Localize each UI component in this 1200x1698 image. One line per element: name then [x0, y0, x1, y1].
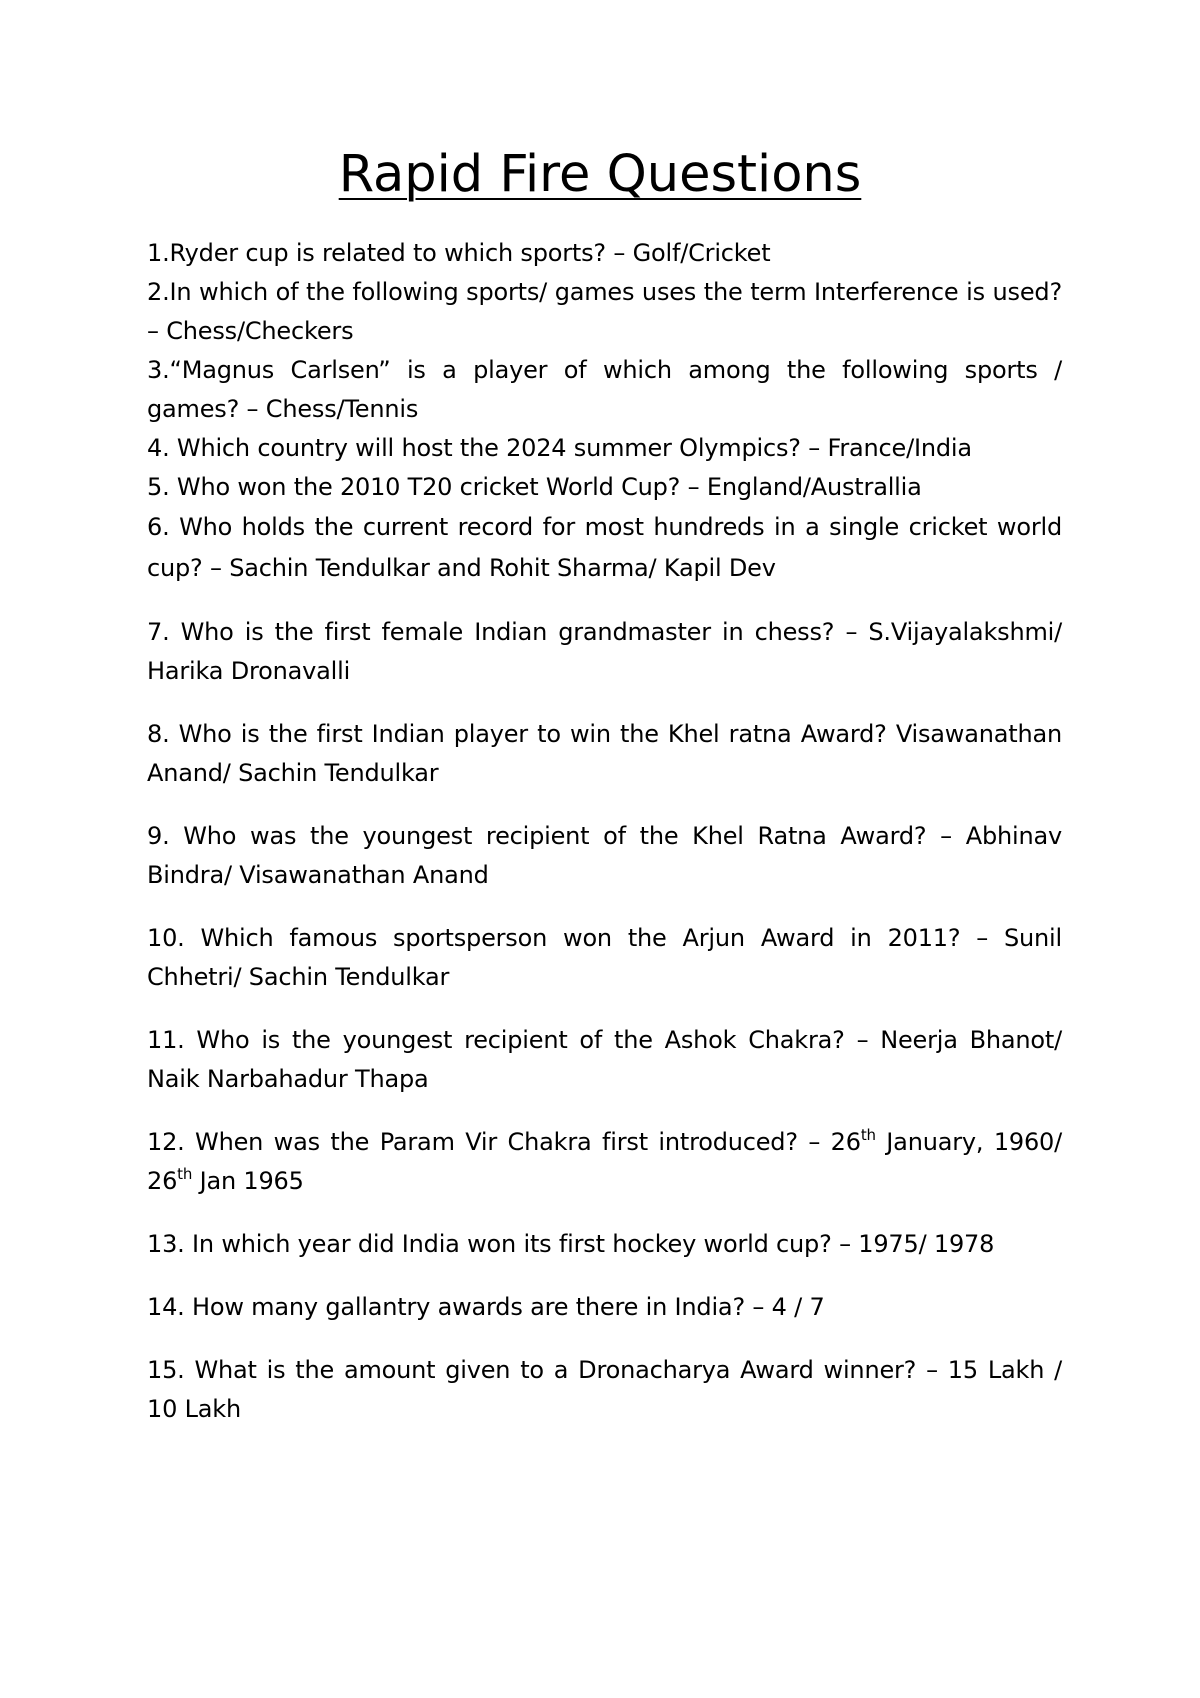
question-6: 6. Who holds the current record for most hundreds in a single cricket world cup? – Sachin Tendulkar and Rohit Sharma/ Kapil Dev	[147, 513, 1062, 582]
question-5: 5. Who won the 2010 T20 cricket World Cup? – England/Australlia	[147, 473, 922, 501]
question-15: 15. What is the amount given to a Dronacharya Award winner? – 15 Lakh / 10 Lakh	[147, 1356, 1062, 1423]
question-list	[147, 234, 1062, 1429]
question-7: 7. Who is the first female Indian grandmaster in chess? – S.Vijayalakshmi/ Harika Dronavalli	[147, 618, 1062, 685]
question-3: 3.“Magnus Carlsen” is a player of which among the following sports / games? – Chess/Tennis	[147, 356, 1062, 423]
question-4: 4. Which country will host the 2024 summer Olympics? – France/India	[147, 434, 972, 462]
question-8: 8. Who is the first Indian player to win the Khel ratna Award? Visawanathan Anand/ Sachin Tendulkar	[147, 720, 1062, 787]
page-title	[0, 145, 1200, 205]
title-text: Rapid Fire Questions	[338, 145, 862, 204]
question-12-ordinal-1: th	[860, 1126, 876, 1144]
question-12-part-1: 12. When was the Param Vir Chakra first introduced? – 26	[147, 1128, 861, 1156]
question-11: 11. Who is the youngest recipient of the Ashok Chakra? – Neerja Bhanot/ Naik Narbahadur Thapa	[147, 1026, 1062, 1093]
question-12-part-2: January, 1960/ 26	[147, 1128, 1062, 1195]
question-1: 1.Ryder cup is related to which sports? – Golf/Cricket	[147, 239, 771, 267]
question-12	[147, 1123, 1062, 1201]
question-12-ordinal-2: th	[177, 1165, 193, 1183]
question-14: 14. How many gallantry awards are there in India? – 4 / 7	[147, 1293, 825, 1321]
question-12-part-3: Jan 1965	[192, 1167, 304, 1195]
question-9: 9. Who was the youngest recipient of the Khel Ratna Award? – Abhinav Bindra/ Visawanathan Anand	[147, 822, 1062, 889]
question-13: 13. In which year did India won its first hockey world cup? – 1975/ 1978	[147, 1230, 995, 1258]
question-2: 2.In which of the following sports/ games uses the term Interference is used? – Chess/Checkers	[147, 278, 1062, 345]
question-10: 10. Which famous sportsperson won the Arjun Award in 2011? – Sunil Chhetri/ Sachin Tendulkar	[147, 924, 1062, 991]
